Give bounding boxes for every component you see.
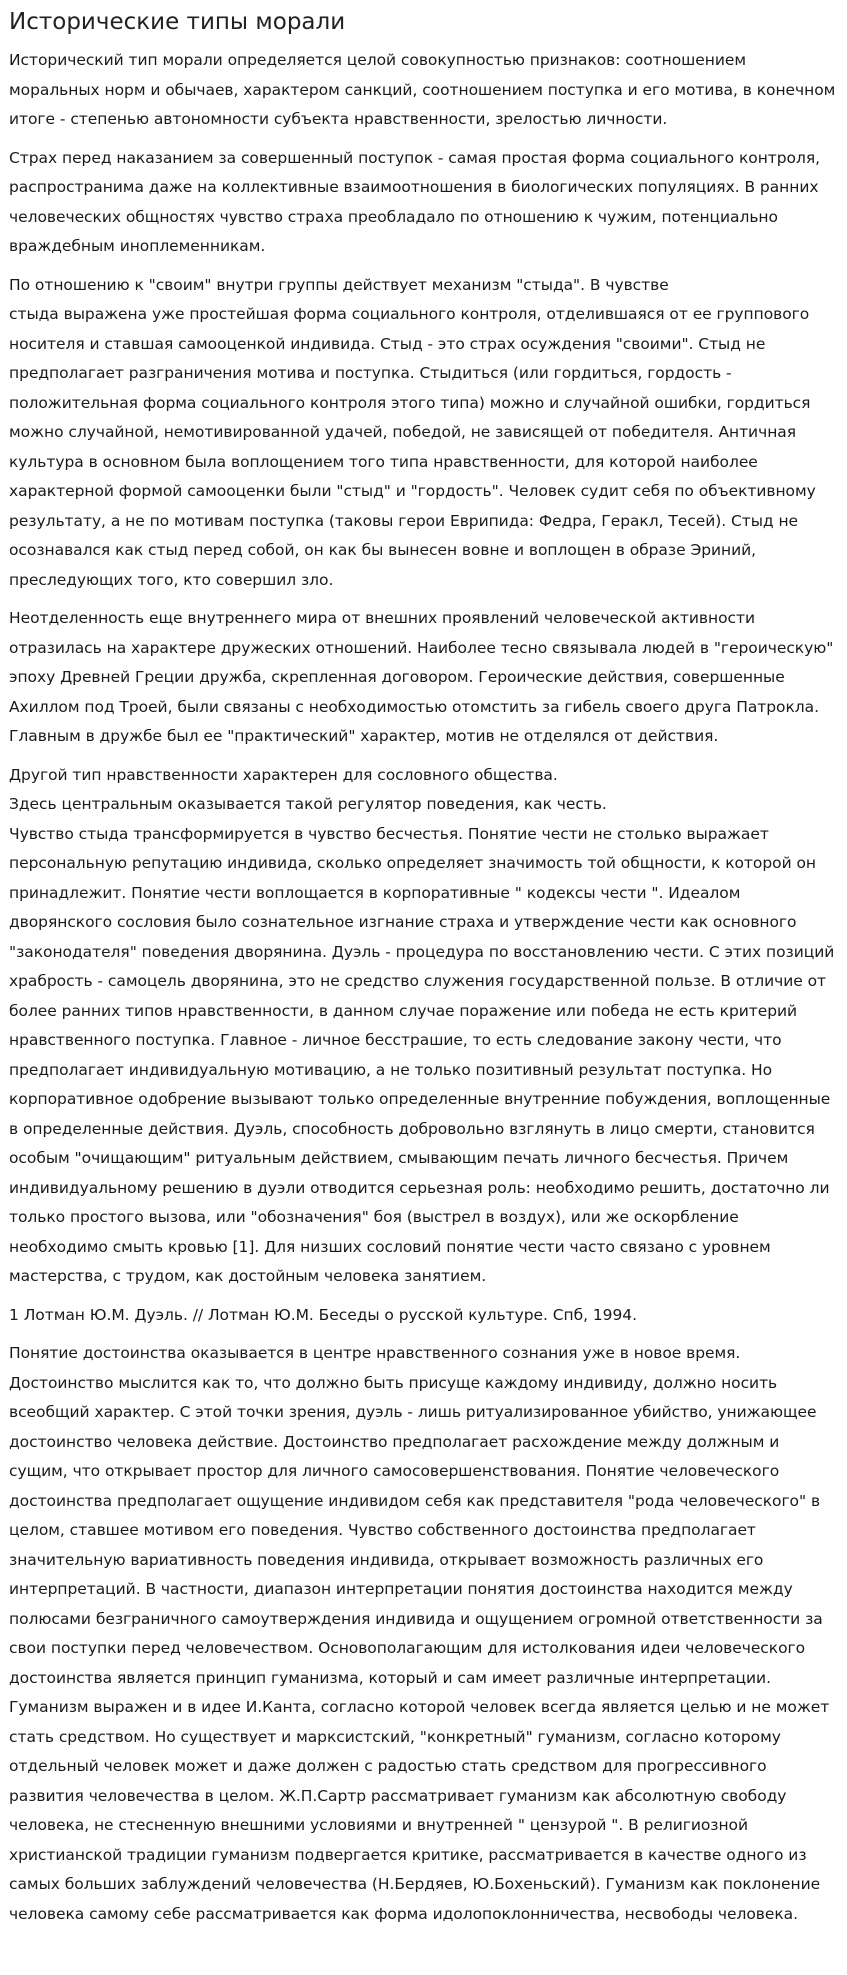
footnote: 1 Лотман Ю.М. Дуэль. // Лотман Ю.М. Беседы о русской культуре. Спб, 1994. — [9, 1305, 637, 1324]
paragraph-honor: Чувство стыда трансформируется в чувство бесчестья. Понятие чести не столько выражает персональную репутацию индивида, сколько определяет значимость той общности, к которой он принадлежит. Понятие чести воплощается в корпоративные " кодексы чести ". Идеалом дворянского сословия было сознательное изгнание страха и утверждение чести как основного "законодателя" поведения дворянина. Дуэль - процедура по восстановлению чести. С этих позиций храбрость - самоцель дворянина, это не средство служения государственной пользе. В отличие от более ранних типов нравственности, в данном случае поражение или победа не есть критерий нравственного поступка. Главное - личное бесстрашие, то есть следование закону чести, что предполагает индивидуальную мотивацию, а не только позитивный результат поступка. Но корпоративное одобрение вызывают только определенные внутренние побуждения, воплощенные в определенные действия. Дуэль, способность добровольно взглянуть в лицо смерти, становится особым "очищающим" ритуальным действием, смывающим печать личного бесчестья. Причем индивидуальному решению в дуэли отводится серьезная роль: необходимо решить, достаточно ли только простого вызова, или "обозначения" боя (выстрел в воздух), или же оскорбление необходимо смыть кровью [1]. Для низших сословий понятие чести часто связано с уровнем мастерства, с трудом, как достойным человека занятием. — [9, 824, 835, 1285]
paragraph-shame: По отношению к "своим" внутри группы действует механизм "стыда". В чувстве стыда выражена уже простейшая форма социального контроля, отделившаяся от ее группового носителя и ставшая самооценкой индивида. Стыд - это страх осуждения "своими". Стыд не предполагает разграничения мотива и поступка. Стыдиться (или гордиться, гордость - положительная форма социального контроля этого типа) можно и случайной ошибки, гордиться можно случайной, немотивированной удачей, победой, не зависящей от победителя. Античная культура в основном была воплощением того типа нравственности, для которой наиболее характерной формой самооценки были "стыд" и "гордость". Человек судит себя по объективному результату, а не по мотивам поступка (таковы герои Еврипида: Федра, Геракл, Тесей). Стыд не осознавался как стыд перед собой, он как бы вынесен вовне и воплощен в образе Эриний, преследующих того, кто совершил зло. — [9, 275, 816, 589]
paragraph-fear: Страх перед наказанием за совершенный поступок - самая простая форма социального контроля, распространима даже на коллективные взаимоотношения в биологических популяциях. В ранних человеческих общностях чувство страха преобладало по отношению к чужим, потенциально враждебным иноплеменникам. — [9, 148, 820, 255]
paragraph-honor-regulator: Здесь центральным оказывается такой регулятор поведения, как честь. — [9, 795, 607, 813]
paragraph-historical-type: Исторический тип морали определяется целой совокупностью признаков: соотношением моральных норм и обычаев, характером санкций, соотношением поступка и его мотива, в конечном итоге - степенью автономности субъекта нравственности, зрелостью личности. — [9, 51, 836, 128]
paragraph-friendship: Неотделенность еще внутреннего мира от внешних проявлений человеческой активности отразилась на характере дружеских отношений. Наиболее тесно связывала людей в "героическую" эпоху Древней Греции дружба, скрепленная договором. Героические действия, совершенные Ахиллом под Троей, были связаны с необходимостью отомстить за гибель своего друга Патрокла. Главным в дружбе был ее "практический" характер, мотив не отделялся от действия. — [9, 609, 834, 745]
paragraph-estate-society: Другой тип нравственности характерен для сословного общества. — [9, 765, 558, 784]
paragraph-dignity: Понятие достоинства оказывается в центре нравственного сознания уже в новое время. Достоинство мыслится как то, что должно быть присуще каждому индивиду, должно носить всеобщий характер. С этой точки зрения, дуэль - лишь ритуализированное убийство, унижающее достоинство человека действие. Достоинство предполагает расхождение между должным и сущим, что открывает простор для личного самосовершенствования. Понятие человеческого достоинства предполагает ощущение индивидом себя как представителя "рода человеческого" в целом, ставшее мотивом его поведения. Чувство собственного достоинства предполагает значительную вариативность поведения индивида, открывает возможность различных его интерпретаций. В частности, диапазон интерпретации понятия достоинства находится между полюсами безграничного самоутверждения индивида и ощущением огромной ответственности за свои поступки перед человечеством. Основополагающим для истолкования идеи человеческого достоинства является принцип гуманизма, который и сам имеет различные интерпретации. Гуманизм выражен и в идее И.Канта, согласно которой человек всегда является целью и не может стать средством. Но существует и марксистский, "конкретный" гуманизм, согласно которому отдельный человек может и даже должен с радостью стать средством для прогрессивного развития человечества в целом. Ж.П.Сартр рассматривает гуманизм как абсолютную свободу человека, не стесненную внешними условиями и внутренней " цензурой ". В религиозной христианской традиции гуманизм подвергается критике, рассматривается в качестве одного из самых больших заблуждений человечества (Н.Бердяев, Ю.Бохеньский). Гуманизм как поклонение человека самому себе рассматривается как форма идолопоклонничества, несвободы человека. — [9, 1344, 830, 1923]
page-title: Исторические типы морали — [9, 9, 346, 35]
